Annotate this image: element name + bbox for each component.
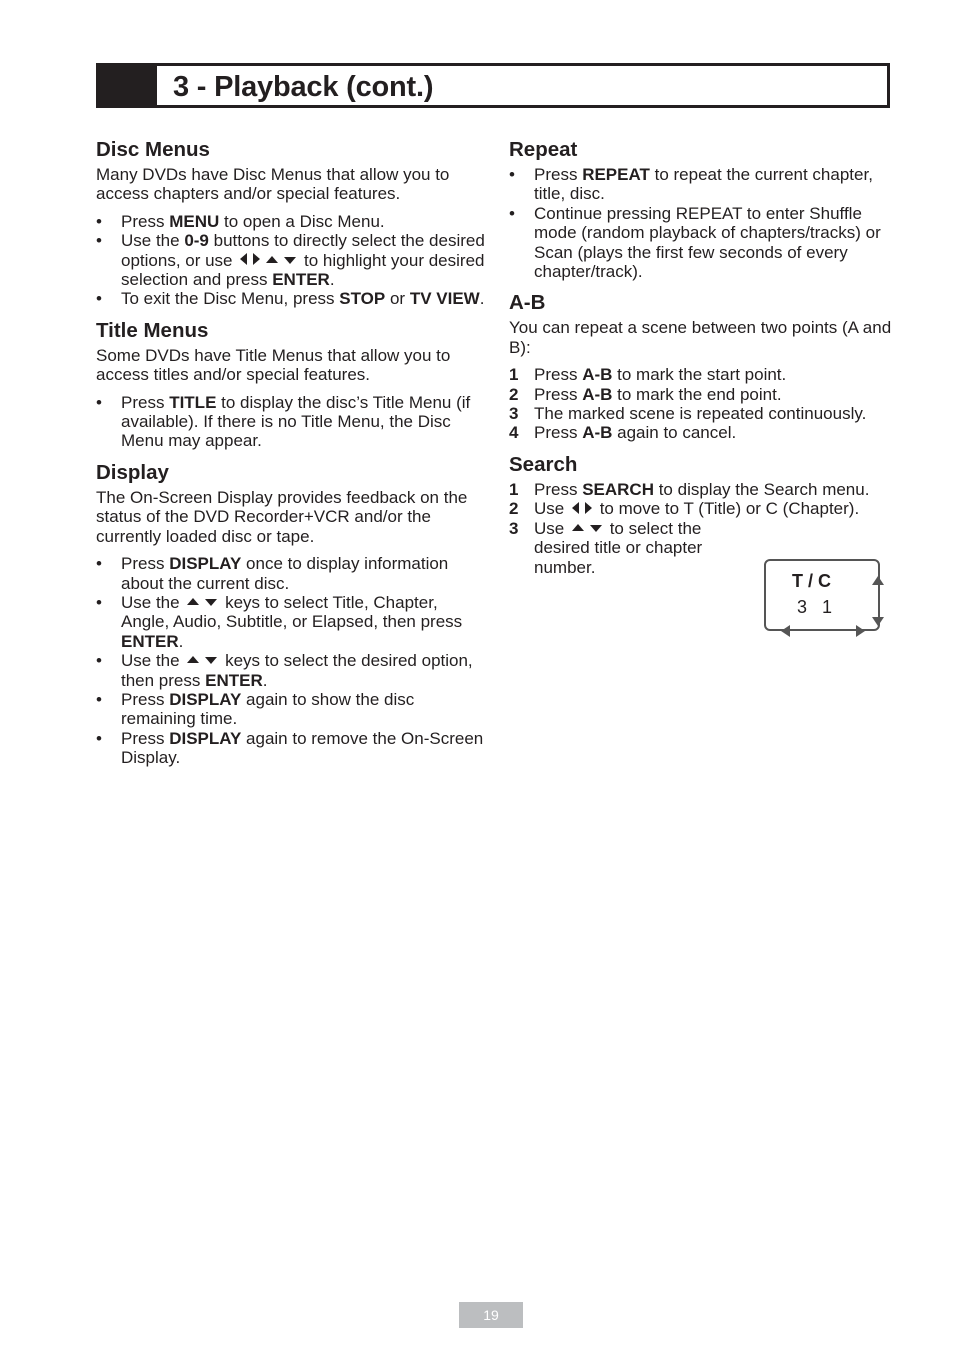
arrow-up-icon (572, 524, 584, 531)
arrow-up-icon (266, 256, 278, 263)
numbered-list (509, 365, 894, 443)
page-number: 19 (459, 1302, 523, 1328)
title-menus-section (96, 319, 486, 451)
list-item: 4 Press A-B again to cancel. (509, 423, 737, 443)
arrow-down-icon (590, 525, 602, 532)
list-item: 1 Press A-B to mark the start point. (509, 365, 787, 385)
list-item: 3 Use to select the desired title or chapter number. (509, 518, 703, 577)
arrow-left-icon (240, 253, 247, 265)
section-heading: Search (509, 452, 578, 476)
right-column (509, 138, 894, 577)
tc-label: T / C (792, 571, 831, 591)
arrow-up-icon (187, 656, 199, 663)
list-item: • Press DISPLAY again to show the disc remaining time. (96, 690, 486, 729)
section-intro: Some DVDs have Title Menus that allow you to access titles and/or special features. (96, 345, 451, 385)
section-heading: Title Menus (96, 318, 209, 342)
list-item: 2 Press A-B to mark the end point. (509, 384, 782, 404)
section-heading: Repeat (509, 138, 578, 161)
page-header (96, 63, 890, 108)
list-item: • Use the 0-9 buttons to directly select the desired options, or use to highlight your desired selection and press ENTER. (96, 231, 486, 289)
list-item: 2 Use to move to T (Title) or C (Chapter). (509, 499, 860, 519)
arrow-right-icon (585, 502, 592, 514)
header-block (99, 66, 157, 105)
arrow-up-icon (187, 598, 199, 605)
list-item: • Use the keys to select the desired option, then press ENTER. (96, 651, 486, 690)
left-column (96, 138, 486, 768)
list-item: • Press TITLE to display the disc’s Title Menu (if available). If there is no Title Menu, the Disc Menu may appear. (96, 393, 486, 451)
list-item: • Press DISPLAY again to remove the On-Screen Display. (96, 729, 486, 768)
display-section (96, 461, 486, 768)
bullet-list (509, 165, 894, 281)
section-heading: A-B (509, 291, 546, 315)
list-item: • Press DISPLAY once to display information about the current disc. (96, 554, 486, 593)
list-item: • Press REPEAT to repeat the current chapter, title, disc. (509, 165, 894, 204)
list-item: 3 The marked scene is repeated continuously. (509, 404, 867, 424)
list-item: • Use the keys to select Title, Chapter, Angle, Audio, Subtitle, or Elapsed, then press ENTER. (96, 593, 486, 651)
arrow-left-icon (572, 502, 579, 514)
disc-menus-section (96, 138, 486, 309)
page-title: 3 - Playback (cont.) (173, 71, 434, 103)
section-intro: You can repeat a scene between two points (A and B): (509, 318, 892, 357)
bullet-list (96, 554, 486, 767)
list-item: • Press MENU to open a Disc Menu. (96, 212, 486, 231)
section-heading: Display (96, 460, 169, 484)
tc-values: 3 1 (797, 597, 833, 617)
tc-search-display (764, 559, 880, 631)
list-item: • To exit the Disc Menu, press STOP or TV VIEW. (96, 289, 486, 308)
ab-section (509, 291, 894, 442)
arrow-down-icon (205, 657, 217, 664)
section-intro: The On-Screen Display provides feedback on the status of the DVD Recorder+VCR and/or the currently loaded disc or tape. (96, 487, 468, 546)
bullet-list (96, 212, 486, 309)
bullet-list (96, 393, 486, 451)
repeat-section (509, 138, 894, 281)
list-item: • Continue pressing REPEAT to enter Shuffle mode (random playback of chapters/tracks) or Scan (plays the first few seconds of every chapter/track). (509, 204, 894, 282)
arrow-right-icon (253, 253, 260, 265)
arrow-down-icon (205, 599, 217, 606)
list-item: 1 Press SEARCH to display the Search menu. (509, 479, 870, 499)
arrow-down-icon (284, 257, 296, 264)
section-intro: Many DVDs have Disc Menus that allow you to access chapters and/or special features. (96, 165, 450, 204)
section-heading: Disc Menus (96, 138, 210, 161)
